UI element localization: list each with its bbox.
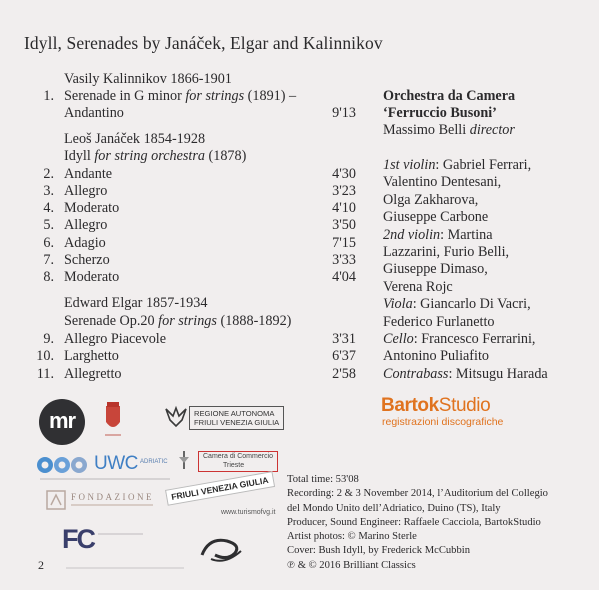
fvg-text: FRIULI VENEZIA GIULIA (165, 471, 275, 506)
regione-line1: REGIONE AUTONOMA (194, 409, 275, 418)
track-duration: 3'50 (332, 217, 356, 233)
uwc-small-text: ADRIATIC (140, 459, 168, 465)
fondazione-text: FONDAZIONE (71, 492, 154, 502)
orchestra-subname: ‘Ferruccio Busoni’ (383, 105, 497, 121)
track-movement: Allegro (64, 217, 108, 233)
camera-line2: Trieste (223, 461, 245, 469)
track-movement: Scherzo (64, 252, 110, 268)
track-number: 2. (43, 166, 54, 182)
track-movement: Allegro (64, 183, 108, 199)
work-scoring: for strings (185, 88, 245, 104)
fc-logo (62, 524, 94, 555)
track-number: 7. (43, 252, 54, 268)
work-title: Serenade Op.20 (64, 313, 155, 329)
work-title: Serenade in G minor (64, 88, 182, 104)
performer-line: Olga Zakharova, (383, 191, 479, 208)
crest-icon (104, 402, 122, 438)
track-duration: 3'31 (332, 331, 356, 347)
track-duration: 2'58 (332, 366, 356, 382)
track-movement: Andante (64, 166, 113, 182)
performer-line: Viola: Giancarlo Di Vacri, (383, 296, 531, 313)
track-duration: 9'13 (332, 105, 356, 121)
work-year: (1891) – (247, 88, 297, 104)
credit-line: Recording: 2 & 3 November 2014, l’Auditorium del Collegio (287, 488, 548, 500)
credit-line: Artist photos: © Marino Sterle (287, 531, 417, 543)
credits (287, 473, 548, 573)
director-role: director (469, 122, 515, 138)
work-year: (1878) (208, 148, 247, 164)
mr-logo: mr (39, 399, 85, 445)
performer-line: Lazzarini, Furio Belli, (383, 244, 510, 260)
fc-caption-line (98, 533, 143, 535)
performer-line: Cello: Francesco Ferrarini, (383, 331, 536, 347)
performer-line: Antonino Puliafito (383, 348, 490, 365)
uwc-circles-icon (36, 454, 90, 476)
camera-line1: Camera di Commercio (203, 453, 274, 460)
track-movement: Moderato (64, 200, 120, 216)
track-number: 11. (36, 366, 54, 382)
fvg-url: www.turismofvg.it (221, 509, 276, 516)
track-number: 6. (43, 235, 54, 251)
work-year: (1888-1892) (220, 313, 292, 329)
composer-dates: 1854-1928 (143, 131, 206, 147)
page-number: 2 (38, 558, 44, 572)
swirl-icon (197, 535, 247, 565)
track-duration: 7'15 (332, 235, 356, 251)
track-number: 4. (43, 200, 54, 216)
uwc-text: UWC (94, 453, 138, 474)
performer-line: 1st violin: Gabriel Ferrari, (383, 157, 532, 173)
composer-dates: 1866-1901 (170, 71, 232, 87)
work-title: Idyll (64, 148, 91, 164)
composer-name: Edward Elgar (64, 295, 143, 311)
track-number: 3. (43, 183, 54, 199)
regione-line2: FRIULI VENEZIA GIULIA (194, 418, 280, 427)
track-number: 5. (43, 217, 54, 233)
work-scoring: for string orchestra (94, 148, 205, 164)
track-number: 9. (43, 331, 54, 347)
album-title: Idyll, Serenades by Janáček, Elgar and Kalinnikov (24, 33, 383, 53)
performer-line: 2nd violin: Martina (383, 226, 493, 243)
credit-line: del Mondo Unito dell’Adriatico, Duino (TS), Italy (287, 502, 501, 514)
uwc-logo (36, 452, 171, 480)
credit-line: Producer, Sound Engineer: Raffaele Cacciola, BartokStudio (287, 516, 541, 528)
fvg-logo (165, 474, 276, 523)
track-movement: Andantino (64, 105, 124, 121)
track-number: 8. (43, 269, 54, 285)
credit-line: ℗ & © 2016 Brilliant Classics (287, 559, 416, 571)
studio-tagline: registrazioni discografiche (382, 416, 504, 428)
fc-subcaption-line (66, 567, 184, 569)
track-duration: 3'33 (332, 252, 356, 268)
uwc-caption-line (40, 478, 170, 480)
performer-line: Giuseppe Dimaso, (383, 261, 488, 278)
track-movement: Moderato (64, 269, 120, 285)
composer-dates: 1857-1934 (145, 295, 208, 311)
fondazione-subline (71, 504, 153, 506)
track-duration: 4'30 (332, 166, 356, 182)
performer-line: Valentino Dentesani, (383, 174, 502, 191)
director-name: Massimo Belli (383, 122, 467, 138)
fondazione-emblem-icon (46, 490, 66, 510)
track-duration: 4'10 (332, 200, 356, 216)
performer-line: Giuseppe Carbone (383, 209, 489, 226)
track-movement: Allegro Piacevole (64, 331, 167, 347)
track-movement: Allegretto (64, 366, 122, 382)
track-number: 10. (36, 348, 54, 364)
orchestra-name: Orchestra da Camera (383, 88, 516, 104)
track-movement: Adagio (64, 235, 106, 251)
bartokstudio-logo (381, 395, 503, 428)
track-duration: 6'37 (332, 348, 356, 364)
credit-line: Total time: 53'08 (287, 474, 359, 485)
halberd-icon (176, 451, 192, 469)
track-movement: Larghetto (64, 348, 119, 364)
track-number: 1. (43, 88, 54, 104)
performer-line: Contrabass: Mitsugu Harada (383, 365, 548, 382)
swirl-logo (197, 535, 247, 570)
composer-name: Leoš Janáček (64, 131, 141, 147)
studio-name-part2: Studio (438, 395, 491, 416)
performer-line: Verena Rojc (383, 278, 453, 295)
work-scoring: for strings (158, 313, 217, 329)
track-duration: 4'04 (332, 269, 356, 285)
eagle-icon (163, 404, 189, 430)
fc-text: FC (62, 524, 94, 554)
credit-line: Cover: Bush Idyll, by Frederick McCubbin (287, 545, 471, 557)
track-duration: 3'23 (332, 183, 356, 199)
composer-name: Vasily Kalinnikov (64, 71, 167, 87)
studio-name-part1: Bartok (381, 395, 439, 416)
performer-line: Federico Furlanetto (383, 313, 495, 330)
director (383, 122, 515, 139)
